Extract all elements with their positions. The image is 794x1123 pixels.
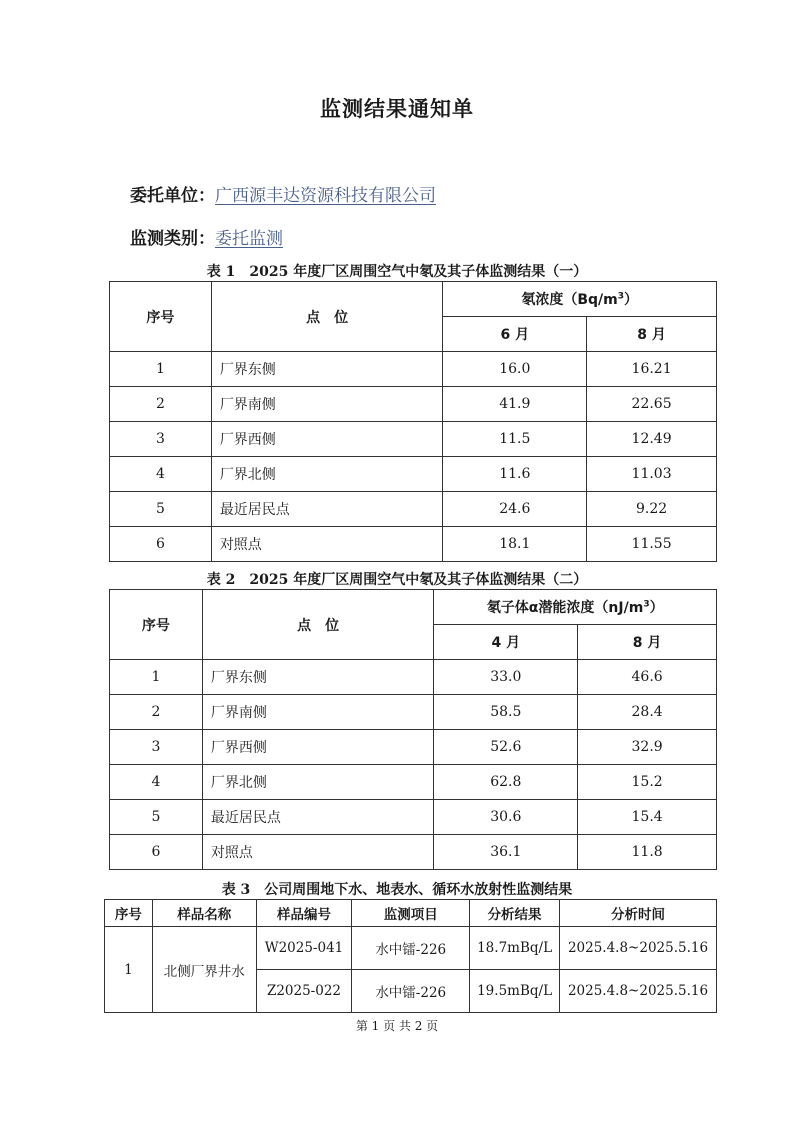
table1-row-no: 4 — [110, 457, 212, 492]
table1-row-value2: 22.65 — [587, 387, 717, 422]
table1-row — [110, 457, 717, 492]
table2 — [109, 589, 717, 870]
table1-row — [110, 422, 717, 457]
table1-header-group: 氡浓度$(Bq/m^3)$ — [443, 282, 717, 317]
table2-row-no: 5 — [110, 800, 203, 835]
table1-row-value1: 11.6 — [443, 457, 587, 492]
table1-row-no: 2 — [110, 387, 212, 422]
table2-row — [110, 800, 717, 835]
category-field — [130, 224, 283, 249]
table1-row — [110, 387, 717, 422]
table2-row-value2: 15.4 — [578, 800, 717, 835]
table3 — [104, 899, 717, 1013]
table1-row-value2: 16.21 — [587, 352, 717, 387]
category-label: 监测类别： — [130, 229, 215, 249]
table1-row — [110, 352, 717, 387]
table1-row-no: 5 — [110, 492, 212, 527]
table1-row-value1: 41.9 — [443, 387, 587, 422]
table2-row — [110, 765, 717, 800]
table2-row — [110, 695, 717, 730]
table2-row-value1: 58.5 — [434, 695, 578, 730]
table1-row-point: 对照点 — [211, 527, 443, 562]
table3-row — [105, 927, 717, 970]
table3-code: W2025-041 — [256, 927, 352, 970]
table3-code: Z2025-022 — [256, 970, 352, 1013]
table1-caption: 表 1 2025 年度厂区周围空气中氡及其子体监测结果（一） — [206, 264, 588, 280]
table2-row — [110, 835, 717, 870]
table1-row-value2: 12.49 — [587, 422, 717, 457]
table2-row-value1: 36.1 — [434, 835, 578, 870]
table2-row-point: 厂界东侧 — [202, 660, 434, 695]
table3-caption: 表 3 公司周围地下水、地表水、循环水放射性监测结果 — [221, 882, 573, 898]
table2-row-value2: 28.4 — [578, 695, 717, 730]
page-title: 监测结果通知单 — [320, 97, 474, 121]
table1-header-col1: 6 月 — [443, 317, 587, 352]
table2-header-no: 序号 — [110, 590, 203, 660]
table1-row-point: 厂界东侧 — [211, 352, 443, 387]
table2-row-no: 1 — [110, 660, 203, 695]
table2-row-no: 3 — [110, 730, 203, 765]
table2-row-no: 6 — [110, 835, 203, 870]
table3-header-no: 序号 — [105, 900, 153, 927]
table2-row-point: 厂界北侧 — [202, 765, 434, 800]
table3-result: 18.7mBq/L — [470, 927, 560, 970]
table1-row-point: 最近居民点 — [211, 492, 443, 527]
page-footer: 第 1 页 共 2 页 — [355, 1019, 439, 1033]
client-label: 委托单位： — [130, 186, 215, 206]
table1-row-no: 3 — [110, 422, 212, 457]
table3-header-code: 样品编号 — [256, 900, 352, 927]
table2-row-no: 2 — [110, 695, 203, 730]
table2-header-col2: 8 月 — [578, 625, 717, 660]
table2-row-value2: 32.9 — [578, 730, 717, 765]
table1-row-no: 1 — [110, 352, 212, 387]
table1-row — [110, 492, 717, 527]
table2-row-value2: 46.6 — [578, 660, 717, 695]
category-value: 委托监测 — [215, 229, 283, 249]
table3-no: 1 — [105, 927, 153, 1013]
table2-row-value1: 33.0 — [434, 660, 578, 695]
table2-header-point: 点 位 — [202, 590, 434, 660]
table1 — [109, 281, 717, 562]
table2-row-point: 对照点 — [202, 835, 434, 870]
table1-header-point: 点 位 — [211, 282, 443, 352]
table1-row-value2: 11.55 — [587, 527, 717, 562]
table2-row — [110, 730, 717, 765]
table2-row-value1: 62.8 — [434, 765, 578, 800]
table3-result: 19.5mBq/L — [470, 970, 560, 1013]
table1-row-point: 厂界北侧 — [211, 457, 443, 492]
table2-row-value1: 30.6 — [434, 800, 578, 835]
table1-row-point: 厂界南侧 — [211, 387, 443, 422]
table1-row-no: 6 — [110, 527, 212, 562]
table3-header-result: 分析结果 — [470, 900, 560, 927]
table3-sample-name: 北侧厂界井水 — [152, 927, 256, 1013]
table1-header-col2: 8 月 — [587, 317, 717, 352]
table2-row-no: 4 — [110, 765, 203, 800]
table3-item: 水中镭-226 — [352, 927, 470, 970]
table2-header-col1: 4 月 — [434, 625, 578, 660]
table2-header-group: 氡子体α潜能浓度$(nJ/m^3)$ — [434, 590, 717, 625]
table3-header-name: 样品名称 — [152, 900, 256, 927]
table3-time: 2025.4.8~2025.5.16 — [560, 927, 717, 970]
table1-row-value2: 11.03 — [587, 457, 717, 492]
table2-row-value2: 11.8 — [578, 835, 717, 870]
table2-row-point: 厂界南侧 — [202, 695, 434, 730]
client-field — [130, 181, 436, 206]
table1-row-value1: 24.6 — [443, 492, 587, 527]
table3-header-time: 分析时间 — [560, 900, 717, 927]
client-value: 广西源丰达资源科技有限公司 — [215, 186, 436, 206]
table3-item: 水中镭-226 — [352, 970, 470, 1013]
table2-caption: 表 2 2025 年度厂区周围空气中氡及其子体监测结果（二） — [206, 572, 588, 588]
table2-row-point: 最近居民点 — [202, 800, 434, 835]
table2-row — [110, 660, 717, 695]
table1-row-value1: 18.1 — [443, 527, 587, 562]
table1-row-point: 厂界西侧 — [211, 422, 443, 457]
table3-header-item: 监测项目 — [352, 900, 470, 927]
table2-row-point: 厂界西侧 — [202, 730, 434, 765]
table2-row-value2: 15.2 — [578, 765, 717, 800]
table1-row-value2: 9.22 — [587, 492, 717, 527]
table2-row-value1: 52.6 — [434, 730, 578, 765]
table3-time: 2025.4.8~2025.5.16 — [560, 970, 717, 1013]
table1-row-value1: 11.5 — [443, 422, 587, 457]
table1-row — [110, 527, 717, 562]
table1-header-no: 序号 — [110, 282, 212, 352]
table1-row-value1: 16.0 — [443, 352, 587, 387]
